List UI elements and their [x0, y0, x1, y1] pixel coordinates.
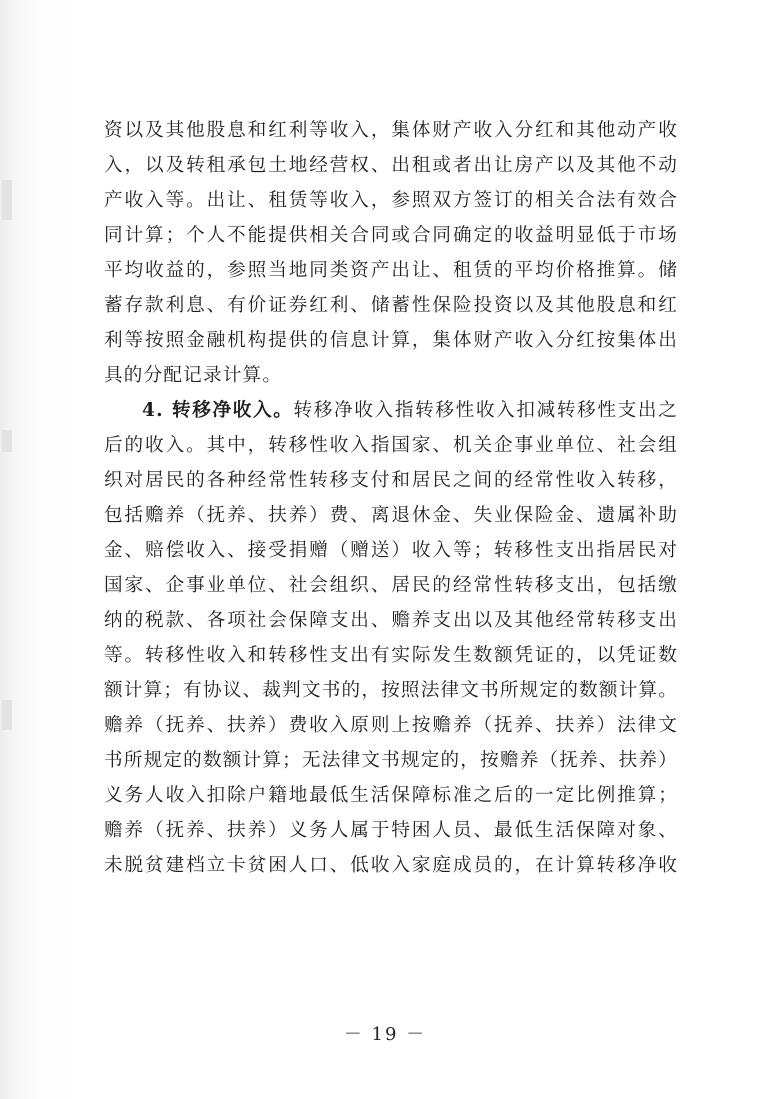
page-number: － 19 －	[343, 1024, 427, 1045]
text-line: 包括赡养（抚养、扶养）费、离退休金、失业保险金、遗属补助	[104, 505, 678, 526]
text-line	[104, 393, 678, 428]
scan-edge-shadow	[2, 430, 12, 452]
text-line: 赡养（抚养、扶养）义务人属于特困人员、最低生活保障对象、	[104, 820, 678, 841]
paragraph-transfer-income	[104, 393, 678, 883]
text-line: 等。转移性收入和转移性支出有实际发生数额凭证的，以凭证数	[104, 645, 678, 666]
text-line: 具的分配记录计算。	[104, 365, 283, 386]
text-line: 额计算；有协议、裁判文书的，按照法律文书所规定的数额计算。	[104, 680, 679, 701]
section-heading: 4. 转移净收入。	[142, 400, 294, 421]
text-line: 平均收益的，参照当地同类资产出让、租赁的平均价格推算。储	[104, 260, 678, 281]
text-line: 国家、企事业单位、社会组织、居民的经常性转移支出，包括缴	[104, 575, 678, 596]
body-text	[104, 113, 678, 883]
text-line: 未脱贫建档立卡贫困人口、低收入家庭成员的，在计算转移净收	[104, 855, 678, 876]
scan-edge-shadow	[2, 700, 12, 730]
text-line: 蓄存款利息、有价证券红利、储蓄性保险投资以及其他股息和红	[104, 295, 678, 316]
text-line: 同计算；个人不能提供相关合同或合同确定的收益明显低于市场	[104, 225, 678, 246]
text-line: 产收入等。出让、租赁等收入，参照双方签订的相关合法有效合	[104, 190, 678, 211]
text-line: 织对居民的各种经常性转移支付和居民之间的经常性收入转移，	[104, 470, 678, 491]
scan-edge-shadow	[2, 180, 12, 220]
text-line: 资以及其他股息和红利等收入，集体财产收入分红和其他动产收	[104, 120, 678, 141]
text-line: 金、赔偿收入、接受捐赠（赠送）收入等；转移性支出指居民对	[104, 540, 678, 561]
text-line: 书所规定的数额计算；无法律文书规定的，按赡养（抚养、扶养）	[104, 750, 679, 771]
heading-line-rest: 转移净收入指转移性收入扣减转移性支出之	[293, 400, 678, 421]
text-line: 后的收入。其中，转移性收入指国家、机关企事业单位、社会组	[104, 435, 678, 456]
text-line: 利等按照金融机构提供的信息计算，集体财产收入分红按集体出	[104, 330, 678, 351]
text-line: 入，以及转租承包土地经营权、出租或者出让房产以及其他不动	[104, 155, 678, 176]
text-line: 赡养（抚养、扶养）费收入原则上按赡养（抚养、扶养）法律文	[104, 715, 678, 736]
text-line: 纳的税款、各项社会保障支出、赡养支出以及其他经常转移支出	[104, 610, 678, 631]
text-line: 义务人收入扣除户籍地最低生活保障标准之后的一定比例推算；	[104, 785, 678, 806]
paragraph-property-income	[104, 113, 678, 393]
